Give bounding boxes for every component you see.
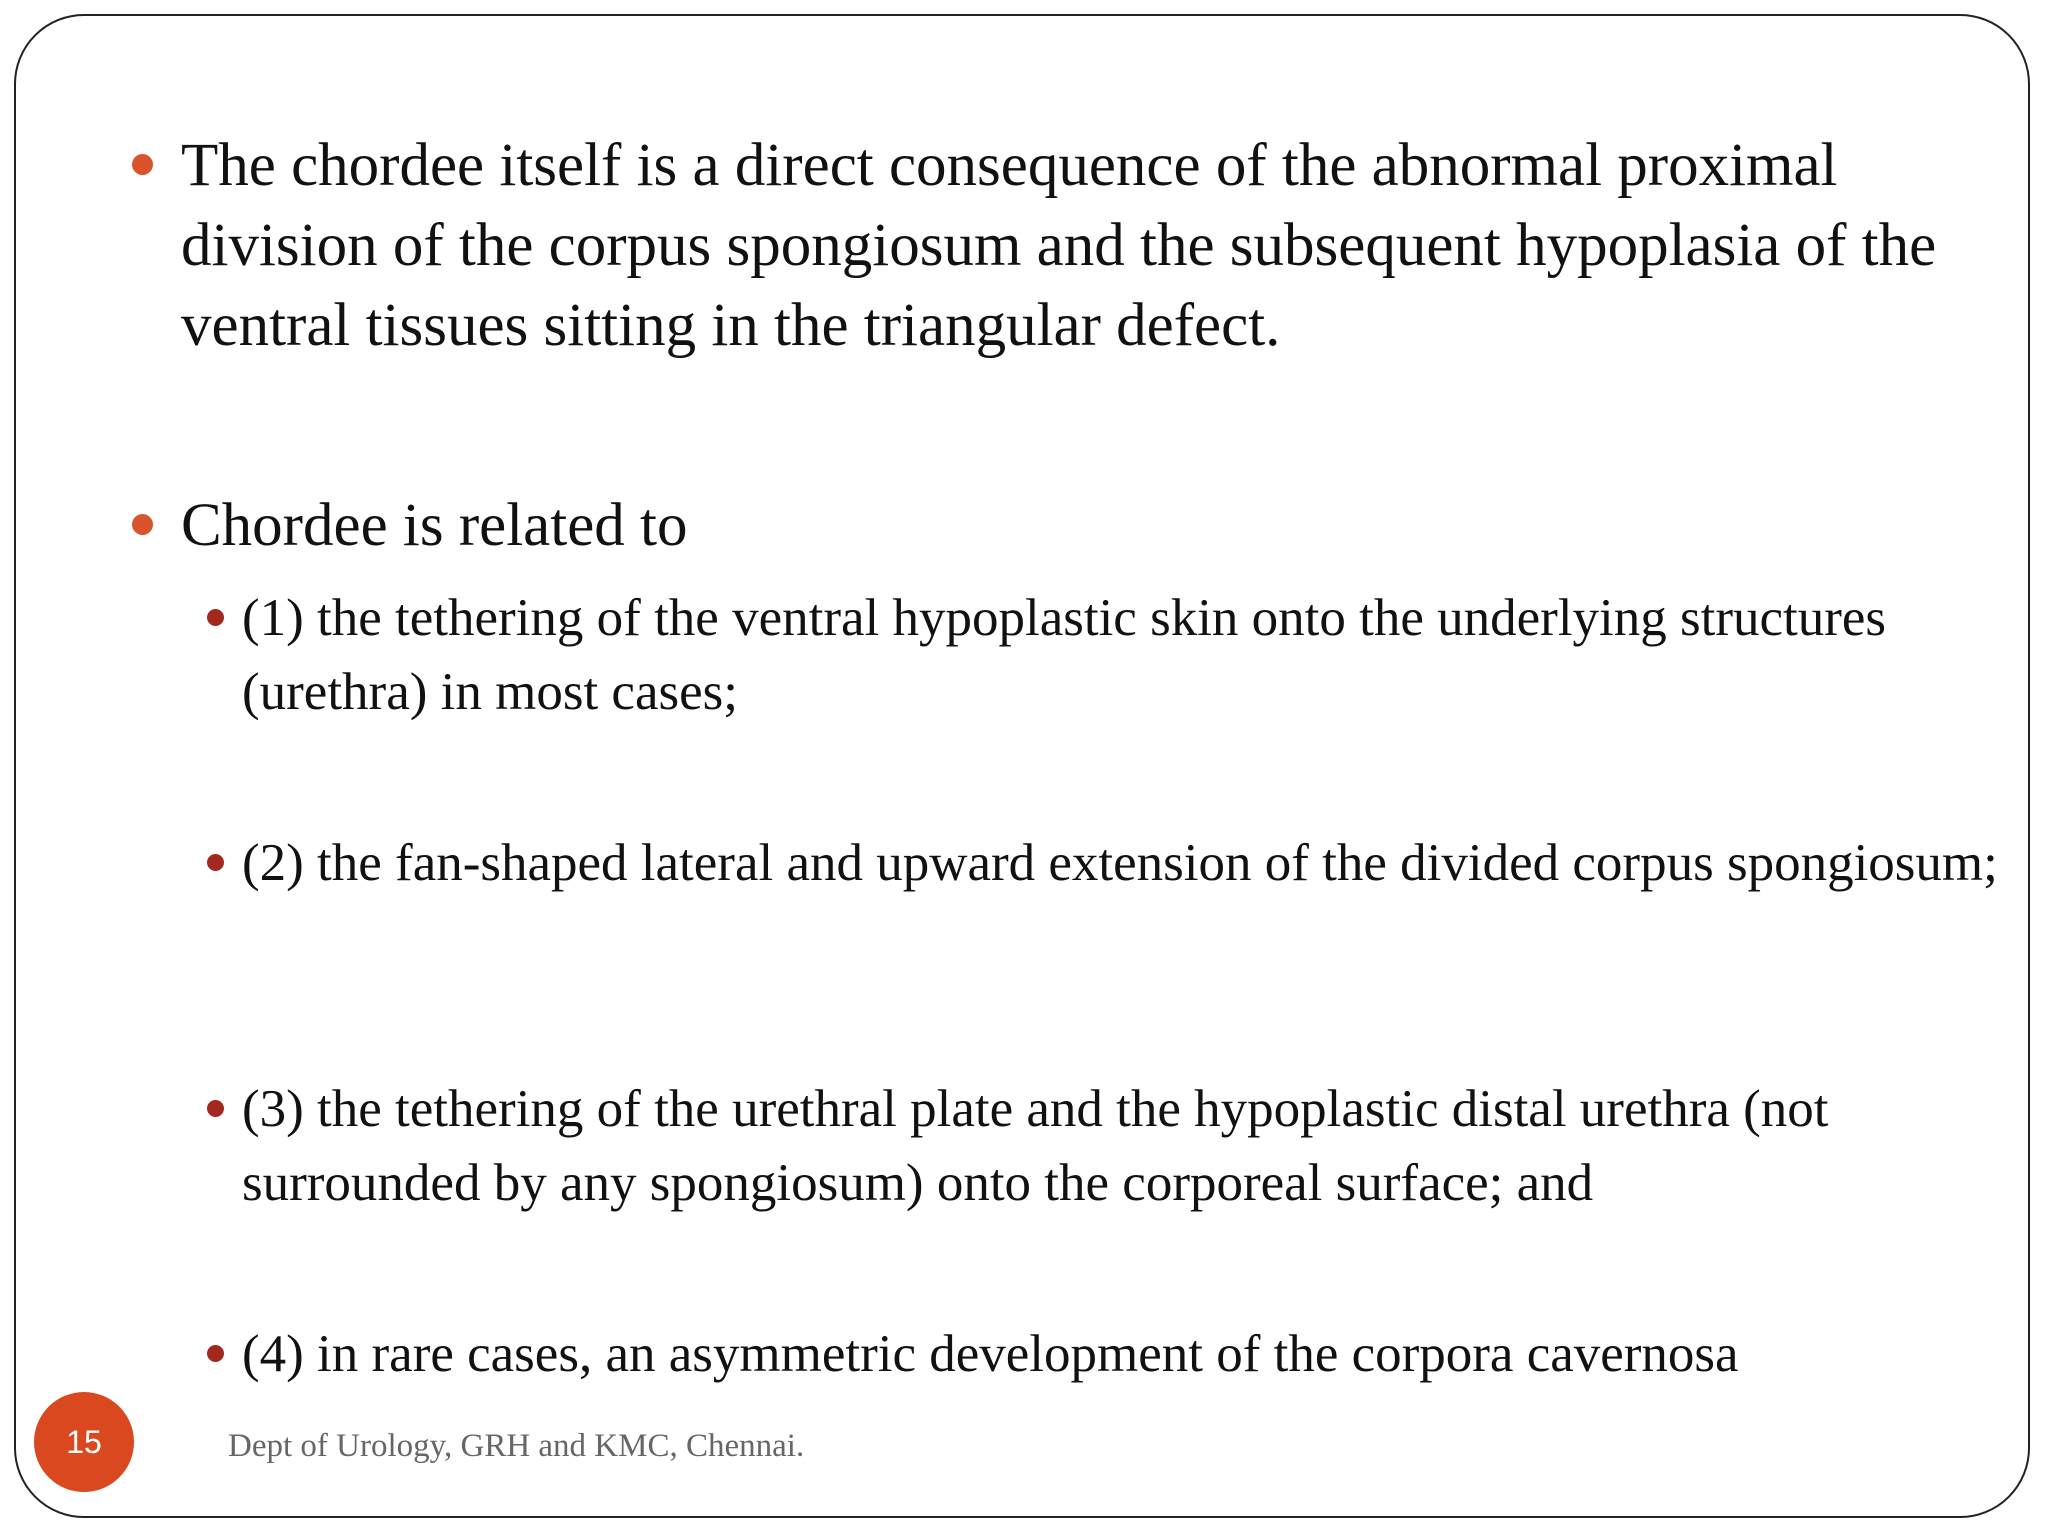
sub-bullet-item (242, 826, 2002, 900)
bullet-item (181, 486, 1981, 566)
slide-frame (14, 14, 2030, 1518)
page-number-badge (34, 1392, 134, 1492)
slide-content (16, 16, 2028, 1516)
bullet-text: The chordee itself is a direct consequence of the abnormal proximal division of the corpus spongiosum and the subsequent hypoplasia of the ventral tissues sitting in the triangular defect. (181, 132, 1937, 359)
sub-bullet-dot-icon (207, 1100, 224, 1117)
sub-bullet-dot-icon (207, 1345, 224, 1362)
sub-bullet-text: (2) the fan-shaped lateral and upward extension of the divided corpus spongiosum; (242, 834, 1998, 892)
bullet-dot-icon (132, 514, 153, 535)
sub-bullet-dot-icon (207, 609, 224, 626)
bullet-item (181, 126, 1981, 366)
sub-bullet-item (242, 1317, 2002, 1391)
sub-bullet-text: (3) the tethering of the urethral plate and the hypoplastic distal urethra (not surrounded by any spongiosum) onto the corporeal surface; and (242, 1080, 1829, 1212)
sub-bullet-text: (1) the tethering of the ventral hypoplastic skin onto the underlying structures (urethra) in most cases; (242, 589, 1887, 721)
bullet-text: Chordee is related to (181, 492, 688, 559)
bullet-dot-icon (132, 154, 153, 175)
page-number: 15 (66, 1423, 102, 1460)
sub-bullet-item (242, 581, 2002, 729)
sub-bullet-item (242, 1072, 2002, 1220)
sub-bullet-text: (4) in rare cases, an asymmetric development of the corpora cavernosa (242, 1325, 1739, 1383)
sub-bullet-dot-icon (207, 854, 224, 871)
footer-department: Dept of Urology, GRH and KMC, Chennai. (228, 1428, 805, 1464)
